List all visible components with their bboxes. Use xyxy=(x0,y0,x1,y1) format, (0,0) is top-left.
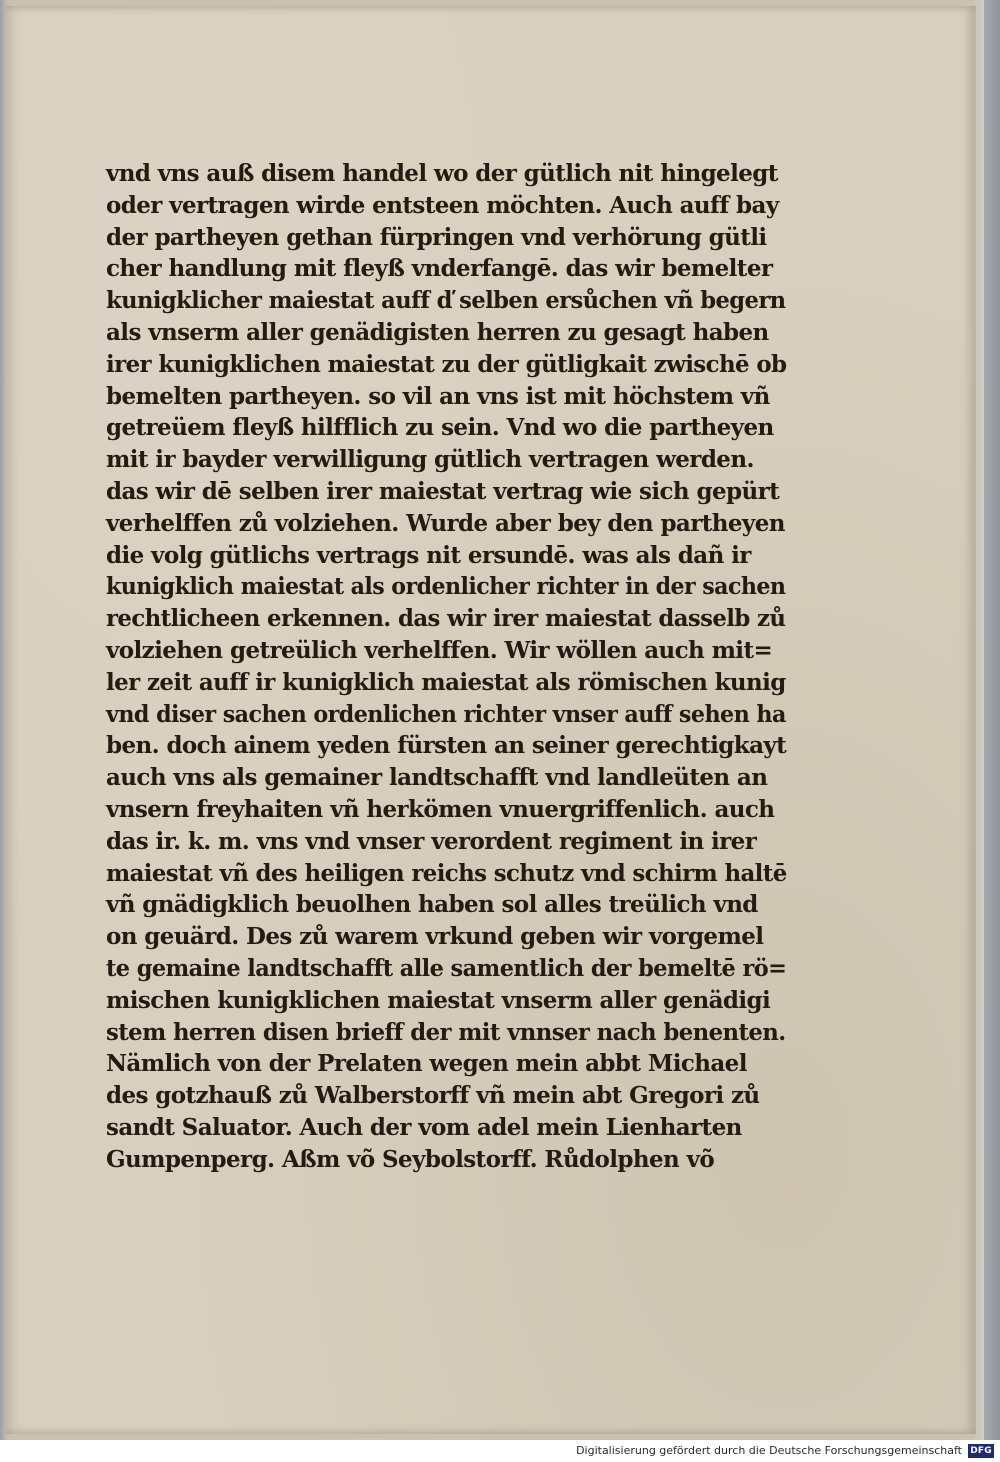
text-line: das wir dē selben irer maiestat vertrag wie sich gepürt xyxy=(106,477,780,505)
text-line: maiestat vñ des heiligen reichs schutz vnd schirm haltē xyxy=(106,859,787,887)
footer-bar xyxy=(0,1440,1000,1462)
text-line: vnd diser sachen ordenlichen richter vnser auff sehen ha xyxy=(106,700,786,728)
text-line: sandt Saluator. Auch der vom adel mein Lienharten xyxy=(106,1113,742,1141)
text-line: irer kunigklichen maiestat zu der gütligkait zwischē ob xyxy=(106,350,787,378)
text-block xyxy=(106,158,786,1176)
text-line: rechtlicheen erkennen. das wir irer maiestat dasselb zů xyxy=(106,605,786,633)
text-line: mit ir bayder verwilligung gütlich vertragen werden. xyxy=(106,446,754,474)
text-line: das ir. k. m. vns vnd vnser verordent regiment in irer xyxy=(106,827,757,855)
text-line: on geuärd. Des zů warem vrkund geben wir vorgemel xyxy=(106,923,764,951)
text-line: ben. doch ainem yeden fürsten an seiner gerechtigkayt xyxy=(106,732,787,760)
funding-credit: Digitalisierung gefördert durch die Deutsche Forschungsgemeinschaft xyxy=(576,1444,962,1457)
text-line: der partheyen gethan fürpringen vnd verhörung gütli xyxy=(106,223,767,251)
text-line: Nämlich von der Prelaten wegen mein abbt Michael xyxy=(106,1050,747,1078)
text-line: mischen kunigklichen maiestat vnserm aller genädigi xyxy=(106,986,771,1014)
text-line: oder vertragen wirde entsteen möchten. Auch auff bay xyxy=(106,191,779,219)
text-line: getreüem fleyß hilfflich zu sein. Vnd wo die partheyen xyxy=(106,414,774,442)
text-line: ler zeit auff ir kunigklich maiestat als römischen kunig xyxy=(106,668,786,696)
text-line: vñ gnädigklich beuolhen haben sol alles treülich vnd xyxy=(106,891,758,919)
text-line: die volg gütlichs vertrags nit ersundē. was als dañ ir xyxy=(106,541,751,569)
text-line: verhelffen zů volziehen. Wurde aber bey den partheyen xyxy=(106,509,785,537)
text-line: kunigklich maiestat als ordenlicher richter in der sachen xyxy=(106,573,786,601)
text-line: vnsern freyhaiten vñ herkömen vnuergriffenlich. auch xyxy=(106,795,775,823)
document-page xyxy=(6,6,976,1434)
text-line: auch vns als gemainer landtschafft vnd landleüten an xyxy=(106,764,768,792)
text-line: cher handlung mit fleyß vnderfangē. das wir bemelter xyxy=(106,255,773,283)
page-edge xyxy=(974,0,984,1440)
text-line: kunigklicher maiestat auff ď selben ersůchen vñ begern xyxy=(106,287,786,315)
text-line: Gumpenperg. Aßm võ Seybolstorff. Růdolphen võ xyxy=(106,1145,715,1173)
text-line: volziehen getreülich verhelffen. Wir wöllen auch mit= xyxy=(106,636,773,664)
text-line: bemelten partheyen. so vil an vns ist mit höchstem vñ xyxy=(106,382,770,410)
dfg-logo-icon: DFG xyxy=(968,1444,994,1458)
text-line: te gemaine landtschafft alle samentlich der bemeltē rö= xyxy=(106,954,787,982)
text-line: als vnserm aller genädigisten herren zu gesagt haben xyxy=(106,318,769,346)
text-line: stem herren disen brieff der mit vnnser nach benenten. xyxy=(106,1018,786,1046)
text-line: vnd vns auß disem handel wo der gütlich nit hingelegt xyxy=(106,160,778,187)
text-line: des gotzhauß zů Walberstorff vñ mein abt Gregori zů xyxy=(106,1082,760,1110)
